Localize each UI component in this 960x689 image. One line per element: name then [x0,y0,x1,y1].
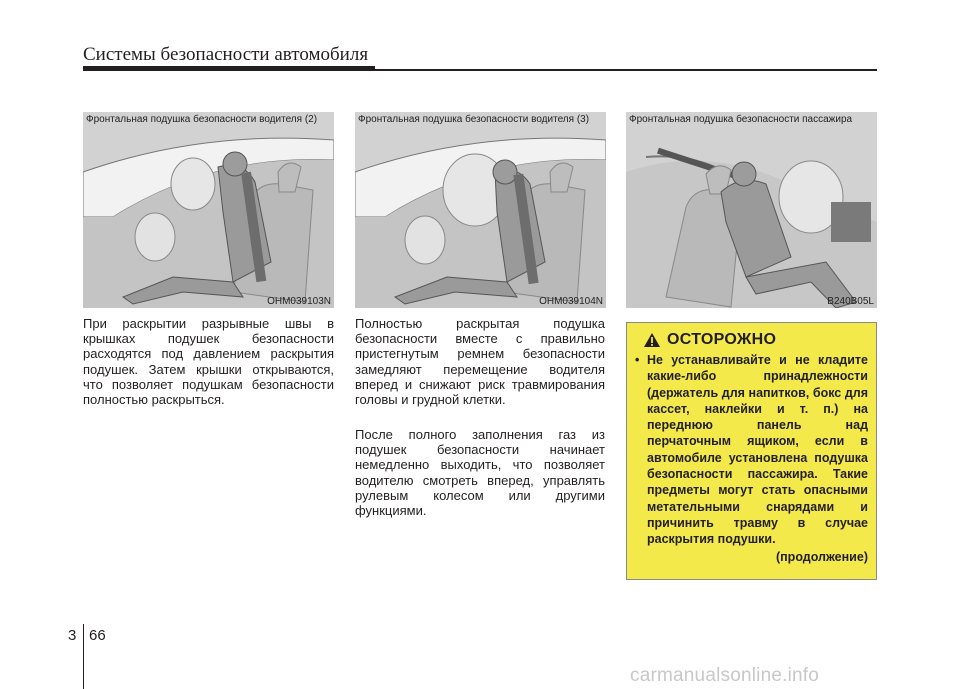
footer-page-number: 66 [89,627,106,644]
watermark: carmanualsonline.info [630,665,820,686]
warning-body [635,352,868,548]
page-header-title: Системы безопасности автомобиля [83,44,369,65]
figure-caption: Фронтальная подушка безопасности пассажира [629,114,853,125]
warning-title: ОСТОРОЖНО [667,331,777,348]
header-rule-thin [375,69,877,71]
figure-caption: Фронтальная подушка безопасности водителя (3) [358,114,590,125]
column1-paragraph: При раскрытии разрывные швы в крышках подушек безопасности расходятся под давлением раскрытия подушек. Затем крышки открываются, что позволяет подушкам безопасности полностью раскрыться. [83,316,334,408]
header-rule-thick [83,66,375,71]
warning-text: Не устанавливайте и не кладите какие-либо принадлежности (держатель для напитков, бокс для кассет, наклейки и т. п.) на переднюю панель над перчаточным ящиком, если в автомобиле установлена подушка безопасности пассажира. Такие предметы могут стать опасными метательными снарядами и причинить травму в случае раскрытия подушки. [647,353,868,547]
warning-triangle-icon [643,332,661,348]
warning-header [643,331,868,349]
figure-code: OHM039103N [267,296,331,307]
illustration-passenger-airbag [626,112,877,308]
column2-paragraph-2: После полного заполнения газ из подушек безопасности начинает немедленно выходить, что позволяет водителю смотреть вперед, управлять рулевым колесом или другими функциями. [355,427,605,519]
illustration-driver-airbag-inflating [83,112,334,308]
footer-chapter-number: 3 [68,627,77,644]
figure-code: B240B05L [827,296,874,307]
column2-paragraph-1: Полностью раскрытая подушка безопасности вместе с правильно пристегнутым ремнем безопасности замедляют перемещение водителя вперед и снижают риск травмирования головы и грудной клетки. [355,316,605,408]
warning-box [626,322,877,580]
warning-continued: (продолжение) [775,549,868,564]
warning-bullet: • [635,353,640,367]
figure-driver-airbag-3 [355,112,606,308]
figure-passenger-airbag [626,112,877,308]
footer-rule [83,624,84,689]
figure-driver-airbag-2 [83,112,334,308]
illustration-driver-airbag-full [355,112,606,308]
figure-caption: Фронтальная подушка безопасности водителя (2) [86,114,318,125]
figure-code: OHM039104N [539,296,603,307]
